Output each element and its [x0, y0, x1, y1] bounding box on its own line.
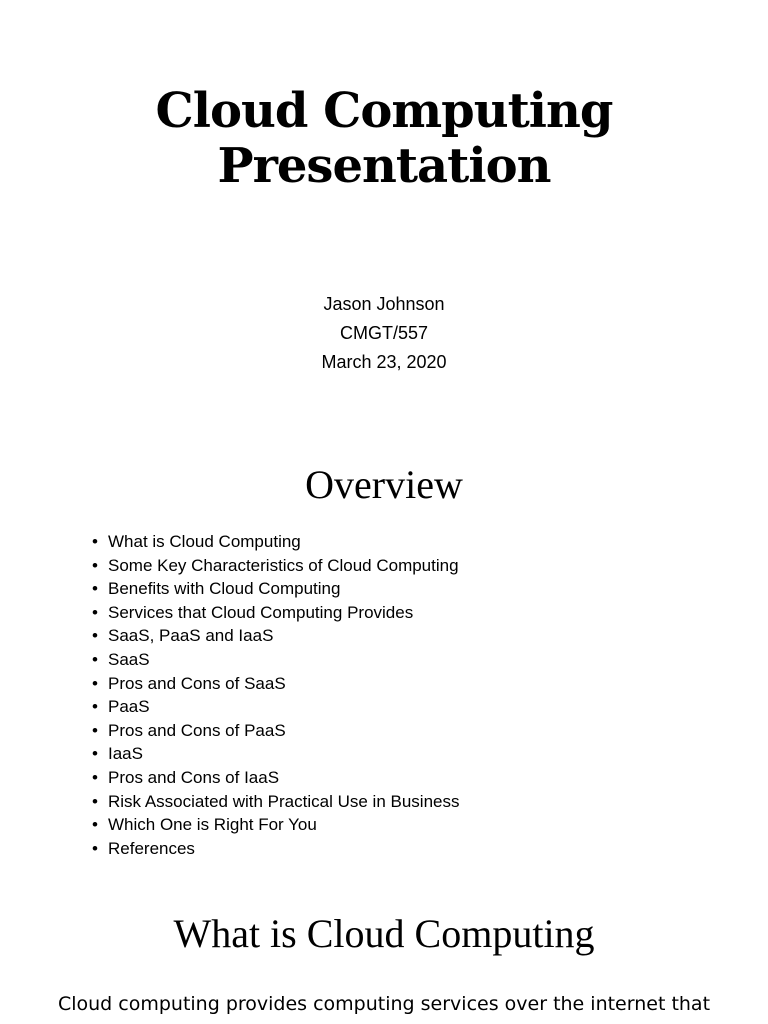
- what-is-cloud-computing-heading: What is Cloud Computing: [173, 911, 595, 956]
- bullet-icon: •: [92, 673, 98, 693]
- bullet-icon: •: [92, 815, 98, 835]
- list-item-text: Benefits with Cloud Computing: [108, 579, 341, 599]
- list-item-text: Pros and Cons of IaaS: [108, 767, 280, 787]
- list-item: [92, 742, 459, 766]
- list-item-text: References: [108, 838, 195, 858]
- bullet-icon: •: [92, 649, 98, 669]
- list-item: [92, 719, 459, 743]
- course-code: CMGT/557: [339, 323, 429, 343]
- list-item-text: SaaS, PaaS and IaaS: [108, 626, 274, 646]
- overview-list: [92, 530, 459, 860]
- list-item-text: SaaS: [108, 649, 150, 669]
- list-item: [92, 624, 459, 648]
- body-text-line: Cloud computing provides computing services over the internet that: [57, 993, 711, 1015]
- bullet-icon: •: [92, 767, 98, 787]
- title-line-1: Cloud Computing: [155, 83, 613, 139]
- list-item-text: Services that Cloud Computing Provides: [108, 602, 414, 622]
- author-info: [0, 290, 768, 377]
- list-item-text: Risk Associated with Practical Use in Business: [108, 791, 460, 811]
- list-item: [92, 790, 459, 814]
- bullet-icon: •: [92, 579, 98, 599]
- list-item: [92, 672, 459, 696]
- list-item-text: Some Key Characteristics of Cloud Computing: [108, 555, 459, 575]
- bullet-icon: •: [92, 602, 98, 622]
- list-item-text: Which One is Right For You: [108, 815, 317, 835]
- bullet-icon: •: [92, 555, 98, 575]
- list-item: [92, 601, 459, 625]
- list-item-text: PaaS: [108, 697, 150, 717]
- list-item: [92, 577, 459, 601]
- list-item: [92, 695, 459, 719]
- author-name: Jason Johnson: [323, 294, 445, 314]
- list-item-text: Pros and Cons of SaaS: [108, 673, 286, 693]
- list-item: [92, 554, 459, 578]
- bullet-icon: •: [92, 838, 98, 858]
- document-title: [0, 84, 768, 194]
- list-item-text: What is Cloud Computing: [108, 532, 301, 551]
- bullet-icon: •: [92, 532, 98, 551]
- bullet-icon: •: [92, 744, 98, 764]
- title-line-2: Presentation: [217, 138, 551, 194]
- list-item: [92, 813, 459, 837]
- what-is-body-text: [0, 991, 768, 1017]
- bullet-icon: •: [92, 697, 98, 717]
- list-item-text: IaaS: [108, 744, 143, 764]
- bullet-icon: •: [92, 626, 98, 646]
- presentation-date: March 23, 2020: [321, 352, 447, 372]
- list-item-text: Pros and Cons of PaaS: [108, 720, 286, 740]
- bullet-icon: •: [92, 791, 98, 811]
- bullet-icon: •: [92, 720, 98, 740]
- list-item: [92, 648, 459, 672]
- list-item: [92, 837, 459, 861]
- list-item: [92, 530, 459, 554]
- list-item: [92, 766, 459, 790]
- overview-heading: Overview: [305, 462, 463, 507]
